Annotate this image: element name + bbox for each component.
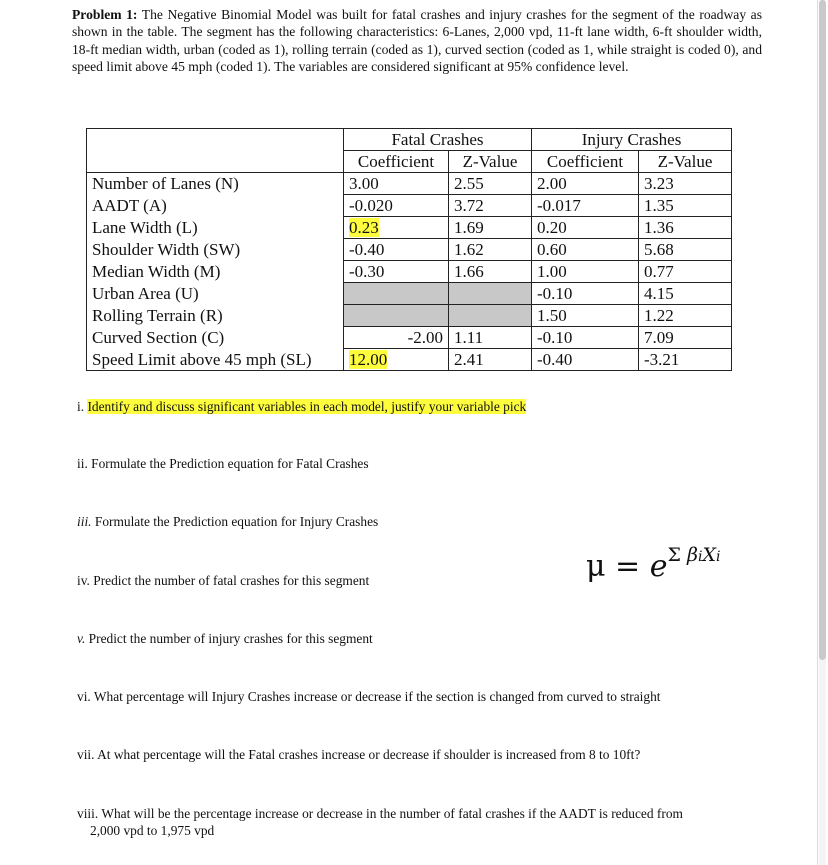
table-row <box>87 261 732 283</box>
injury-coefficient-cell: 0.20 <box>532 217 639 239</box>
table-row <box>87 195 732 217</box>
variable-name-cell: AADT (A) <box>87 195 344 217</box>
table-subheader-row <box>87 151 732 173</box>
problem-label: Problem 1: <box>72 7 138 22</box>
question-text: Formulate the Prediction equation for Fatal Crashes <box>91 456 369 471</box>
variable-name-cell: Curved Section (C) <box>87 327 344 349</box>
injury-z-value-cell: 1.36 <box>639 217 732 239</box>
variable-name-cell: Lane Width (L) <box>87 217 344 239</box>
variable-name-cell: Shoulder Width (SW) <box>87 239 344 261</box>
question-iii <box>77 513 378 530</box>
injury-z-value-cell: 7.09 <box>639 327 732 349</box>
question-text: Predict the number of injury crashes for this segment <box>88 631 373 646</box>
question-text: Predict the number of fatal crashes for this segment <box>93 573 370 588</box>
question-viii <box>77 805 757 839</box>
shaded-empty-cell <box>344 305 449 327</box>
fatal-coefficient-cell: 3.00 <box>344 173 449 195</box>
injury-z-value-cell: -3.21 <box>639 349 732 371</box>
injury-coefficient-header: Coefficient <box>532 151 639 173</box>
formula-mu: μ <box>586 549 606 584</box>
question-text-continuation: 2,000 vpd to 1,975 vpd <box>90 823 215 838</box>
injury-z-value-cell: 0.77 <box>639 261 732 283</box>
injury-coefficient-cell: -0.017 <box>532 195 639 217</box>
formula-base: e <box>649 549 668 584</box>
question-text: What will be the percentage increase or decrease in the number of fatal crashes if the AADT is reduced from <box>101 806 683 821</box>
question-number: iv. <box>77 573 90 588</box>
formula-x: X <box>702 544 716 566</box>
table-row <box>87 349 732 371</box>
question-text: Identify and discuss significant variables in each model, justify your variable pick <box>87 399 527 414</box>
question-number: vi. <box>77 689 91 704</box>
coefficient-table <box>86 128 732 371</box>
injury-coefficient-cell: -0.10 <box>532 327 639 349</box>
injury-coefficient-cell: -0.40 <box>532 349 639 371</box>
question-text: What percentage will Injury Crashes increase or decrease if the section is changed from curved to straight <box>93 689 661 704</box>
mean-formula <box>586 544 721 584</box>
variable-name-cell: Rolling Terrain (R) <box>87 305 344 327</box>
fatal-coefficient-cell: -2.00 <box>344 327 449 349</box>
question-number: v. <box>77 631 86 646</box>
formula-beta: β <box>686 544 698 566</box>
formula-sum: Σ <box>667 544 681 566</box>
fatal-z-value-cell: 2.55 <box>449 173 532 195</box>
fatal-z-value-cell: 2.41 <box>449 349 532 371</box>
table-group-header-row <box>87 129 732 151</box>
question-number: iii. <box>77 514 92 529</box>
injury-z-value-cell: 3.23 <box>639 173 732 195</box>
question-text: At what percentage will the Fatal crashes increase or decrease if shoulder is increased from 8 to 10ft? <box>97 747 641 762</box>
fatal-z-value-cell: 1.11 <box>449 327 532 349</box>
question-number: ii. <box>77 456 88 471</box>
injury-coefficient-cell: 1.00 <box>532 261 639 283</box>
formula-sub-i: i <box>715 549 721 565</box>
question-vi <box>77 688 661 705</box>
fatal-coefficient-cell: -0.30 <box>344 261 449 283</box>
question-number: vii. <box>77 747 95 762</box>
fatal-coefficient-cell <box>344 349 449 371</box>
injury-z-value-cell: 5.68 <box>639 239 732 261</box>
fatal-coefficient-cell: -0.40 <box>344 239 449 261</box>
variable-name-cell: Number of Lanes (N) <box>87 173 344 195</box>
highlighted-value: 0.23 <box>349 218 379 237</box>
formula-equals: = <box>615 549 641 584</box>
table-corner-cell <box>87 129 344 151</box>
question-iv <box>77 572 369 589</box>
fatal-coefficient-cell: -0.020 <box>344 195 449 217</box>
table-row <box>87 305 732 327</box>
scrollbar[interactable] <box>819 0 826 865</box>
variable-name-cell: Speed Limit above 45 mph (SL) <box>87 349 344 371</box>
problem-text: The Negative Binomial Model was built for fatal crashes and injury crashes for the segment of the roadway as shown in the table. The segment has the following characteristics: 6-Lanes, 2,000 vpd, 11-ft lane width, 6-ft shoulder width, 18-ft median width, urban (coded as 1), rolling terrain (coded as 1), curved section (coded as 1, while straight is coded 0), and speed limit above 45 mph (coded 1). The variables are considered significant at 95% confidence level. <box>72 7 762 75</box>
table-corner-cell <box>87 151 344 173</box>
question-number: i. <box>77 399 85 414</box>
table-row <box>87 327 732 349</box>
formula-sub-i: i <box>697 549 703 565</box>
problem-statement <box>72 6 762 76</box>
injury-coefficient-cell: -0.10 <box>532 283 639 305</box>
fatal-coefficient-cell <box>344 217 449 239</box>
fatal-z-value-cell: 1.69 <box>449 217 532 239</box>
injury-z-value-cell: 1.35 <box>639 195 732 217</box>
table-row <box>87 217 732 239</box>
injury-coefficient-cell: 0.60 <box>532 239 639 261</box>
fatal-z-value-header: Z-Value <box>449 151 532 173</box>
scrollbar-thumb[interactable] <box>819 0 826 660</box>
injury-z-value-cell: 4.15 <box>639 283 732 305</box>
question-ii <box>77 455 369 472</box>
table-row <box>87 283 732 305</box>
question-vii <box>77 746 640 763</box>
variable-name-cell: Urban Area (U) <box>87 283 344 305</box>
fatal-z-value-cell: 1.66 <box>449 261 532 283</box>
variable-name-cell: Median Width (M) <box>87 261 344 283</box>
shaded-empty-cell <box>344 283 449 305</box>
question-v <box>77 630 373 647</box>
question-number: viii. <box>77 806 99 821</box>
question-text: Formulate the Prediction equation for Injury Crashes <box>94 514 379 529</box>
injury-z-value-header: Z-Value <box>639 151 732 173</box>
shaded-empty-cell <box>449 305 532 327</box>
question-i <box>77 398 526 415</box>
injury-coefficient-cell: 1.50 <box>532 305 639 327</box>
highlighted-value: 12.00 <box>349 350 388 369</box>
shaded-empty-cell <box>449 283 532 305</box>
page-edge <box>817 0 818 865</box>
fatal-crashes-header: Fatal Crashes <box>344 129 532 151</box>
formula-exponent <box>668 544 721 566</box>
table-row <box>87 173 732 195</box>
injury-z-value-cell: 1.22 <box>639 305 732 327</box>
injury-coefficient-cell: 2.00 <box>532 173 639 195</box>
fatal-z-value-cell: 3.72 <box>449 195 532 217</box>
fatal-z-value-cell: 1.62 <box>449 239 532 261</box>
table-row <box>87 239 732 261</box>
injury-crashes-header: Injury Crashes <box>532 129 732 151</box>
fatal-coefficient-header: Coefficient <box>344 151 449 173</box>
